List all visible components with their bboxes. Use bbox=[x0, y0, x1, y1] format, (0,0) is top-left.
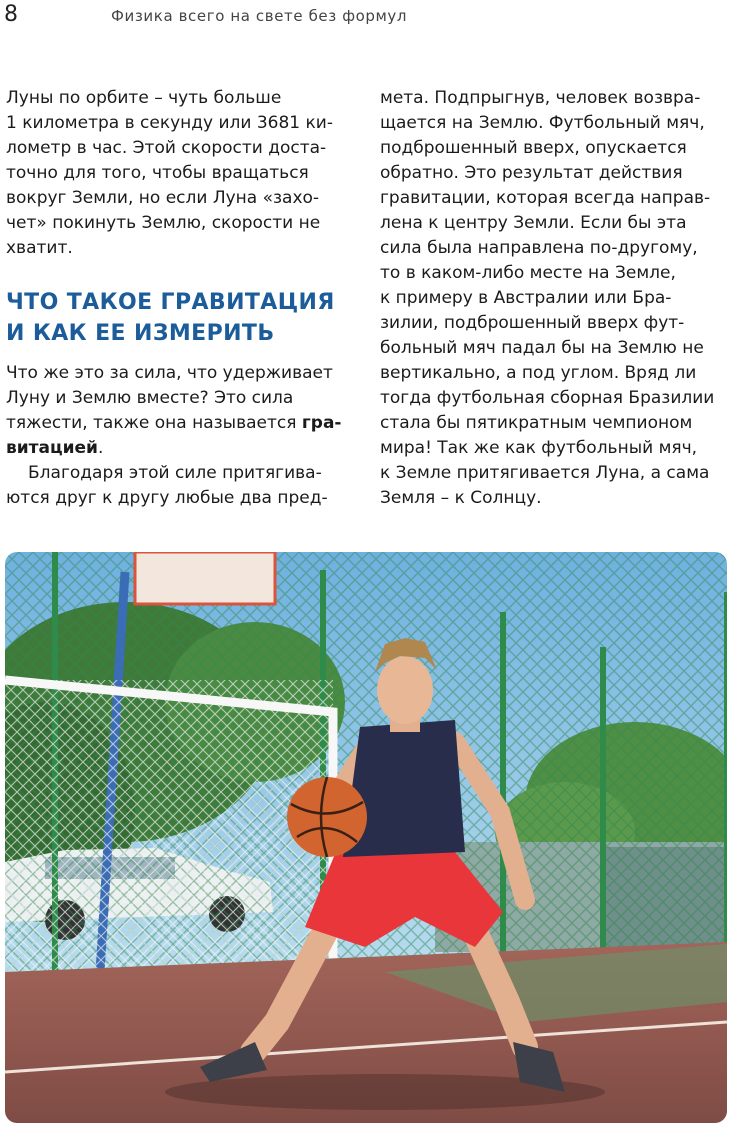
heading-line: И КАК ЕЕ ИЗМЕРИТЬ bbox=[6, 321, 275, 346]
page-header bbox=[0, 0, 750, 40]
text-line: мира! Так же как футбольный мяч, bbox=[380, 438, 698, 458]
text-line: гравитации, которая всегда направ- bbox=[380, 188, 711, 208]
text-line: обратно. Это результат действия bbox=[380, 163, 683, 183]
text-line: 1 километра в секунду или 3681 ки- bbox=[6, 113, 333, 133]
paragraph-2 bbox=[6, 361, 342, 461]
text-line: к примеру в Австралии или Бра- bbox=[380, 288, 672, 308]
photo-illustration bbox=[5, 552, 727, 1123]
text-line: тогда футбольная сборная Бразилии bbox=[380, 388, 715, 408]
paragraph-3 bbox=[6, 461, 342, 511]
text-line: подброшенный вверх, опускается bbox=[380, 138, 687, 158]
text-line: ются друг к другу любые два пред- bbox=[6, 488, 328, 508]
boy-dribbling-basketball-photo bbox=[5, 552, 727, 1123]
paragraph-continued bbox=[380, 86, 720, 511]
text-line bbox=[6, 411, 342, 436]
text-line: Земля – к Солнцу. bbox=[380, 488, 542, 508]
text-line: зилии, подброшенный вверх фут- bbox=[380, 313, 685, 333]
text-line: Что же это за сила, что удерживает bbox=[6, 363, 333, 383]
section-heading bbox=[6, 287, 342, 349]
term-gravity-part1: гра- bbox=[301, 413, 342, 433]
text-line: точно для того, чтобы вращаться bbox=[6, 163, 309, 183]
text-line: стала бы пятикратным чемпионом bbox=[380, 413, 693, 433]
text-line: больный мяч падал бы на Землю не bbox=[380, 338, 704, 358]
text-line: лометр в час. Этой скорости доста- bbox=[6, 138, 327, 158]
text-fragment: тяжести, также она называется bbox=[6, 413, 302, 433]
running-title: Физика всего на свете без формул bbox=[111, 7, 408, 25]
text-line: Луны по орбите – чуть больше bbox=[6, 88, 282, 108]
right-column bbox=[380, 86, 720, 511]
text-line: щается на Землю. Футбольный мяч, bbox=[380, 113, 705, 133]
text-line: чет» покинуть Землю, скорости не bbox=[6, 213, 321, 233]
text-line: вертикально, а под углом. Вряд ли bbox=[380, 363, 697, 383]
paragraph-1 bbox=[6, 86, 342, 261]
text-line: Благодаря этой силе притягива- bbox=[28, 463, 322, 483]
text-line: хватит. bbox=[6, 238, 73, 258]
text-line: лена к центру Земли. Если бы эта bbox=[380, 213, 687, 233]
text-fragment: . bbox=[97, 438, 104, 458]
heading-line: ЧТО ТАКОЕ ГРАВИТАЦИЯ bbox=[6, 290, 335, 315]
left-column bbox=[6, 86, 342, 511]
text-line: к Земле притягивается Луна, а сама bbox=[380, 463, 710, 483]
text-line: Луну и Землю вместе? Это сила bbox=[6, 388, 294, 408]
term-gravity-part2: витацией bbox=[6, 438, 98, 458]
text-line: сила была направлена по-другому, bbox=[380, 238, 698, 258]
text-line: вокруг Земли, но если Луна «захо- bbox=[6, 188, 320, 208]
page-number: 8 bbox=[4, 2, 18, 27]
text-line: мета. Подпрыгнув, человек возвра- bbox=[380, 88, 701, 108]
football-goal bbox=[5, 680, 333, 980]
text-line: то в каком-либо месте на Земле, bbox=[380, 263, 676, 283]
text-line bbox=[6, 436, 342, 461]
